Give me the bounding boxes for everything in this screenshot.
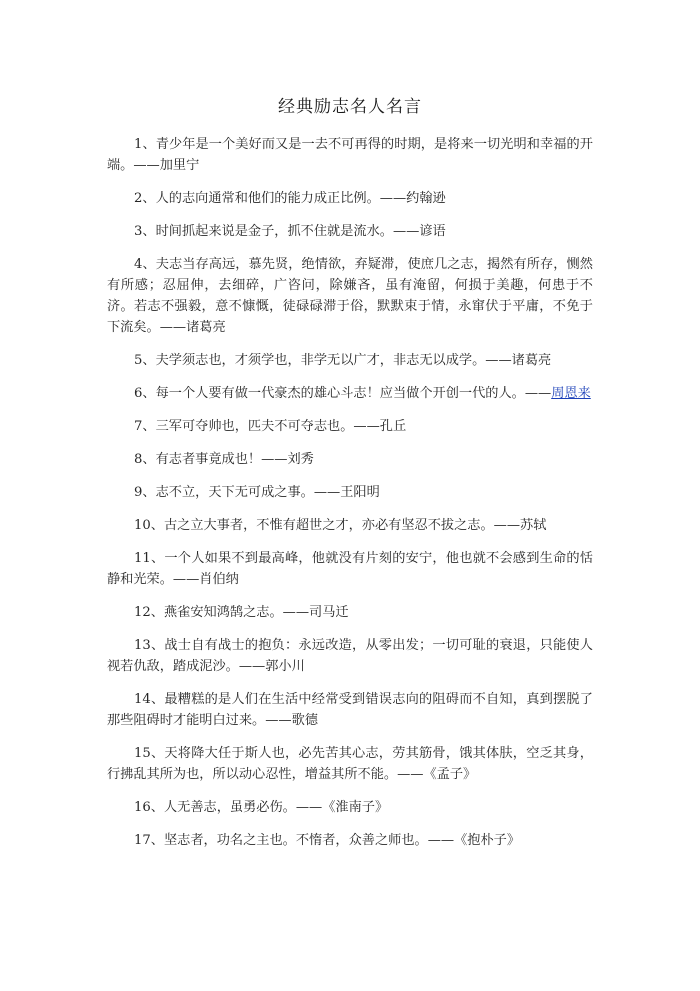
quote-text: 7、三军可夺帅也，匹夫不可夺志也。——孔丘 — [134, 419, 407, 434]
quote-list — [107, 134, 593, 863]
quote-item — [107, 743, 593, 785]
quote-text: 11、一个人如果不到最高峰，他就没有片刻的安宁，他也就不会感到生命的恬静和光荣。——肖伯纳 — [107, 551, 593, 587]
quote-item — [107, 134, 593, 176]
quote-item — [107, 515, 593, 536]
quote-text: 5、夫学须志也，才须学也，非学无以广才，非志无以成学。——诸葛亮 — [134, 353, 552, 368]
quote-item — [107, 482, 593, 503]
quote-text: 4、夫志当存高远，慕先贤，绝情欲，弃疑滞，使庶几之志，揭然有所存，恻然有所感；忍屈伸，去细碎，广咨问，除嫌吝，虽有淹留，何损于美趣，何患于不济。若志不强毅，意不慷慨，徒碌碌滞于俗，默默束于情，永窜伏于平庸，不免于下流矣。——诸葛亮 — [107, 257, 593, 335]
quote-item — [107, 449, 593, 470]
quote-text: 9、志不立，天下无可成之事。——王阳明 — [134, 485, 380, 500]
page-title: 经典励志名人名言 — [278, 97, 422, 117]
quote-text: 12、燕雀安知鸿鹄之志。——司马迁 — [134, 605, 349, 620]
quote-text: 17、坚志者，功名之主也。不惰者，众善之师也。——《抱朴子》 — [134, 833, 521, 848]
quote-text: 6、每一个人要有做一代豪杰的雄心斗志！应当做个开创一代的人。—— — [134, 386, 552, 401]
quote-item — [107, 689, 593, 731]
quote-item — [107, 797, 593, 818]
quote-item — [107, 383, 593, 404]
quote-item — [107, 548, 593, 590]
quote-item — [107, 635, 593, 677]
quote-item — [107, 350, 593, 371]
quote-text: 8、有志者事竟成也！——刘秀 — [134, 452, 314, 467]
quote-text: 2、人的志向通常和他们的能力成正比例。——约翰逊 — [134, 191, 446, 206]
quote-item — [107, 221, 593, 242]
quote-text: 13、战士自有战士的抱负：永远改造，从零出发；一切可耻的衰退，只能使人视若仇敌，踏成泥沙。——郭小川 — [107, 638, 593, 674]
quote-item — [107, 602, 593, 623]
quote-item — [107, 254, 593, 338]
quote-text: 1、青少年是一个美好而又是一去不可再得的时期，是将来一切光明和幸福的开端。——加里宁 — [107, 137, 593, 173]
quote-text: 10、古之立大事者，不惟有超世之才，亦必有坚忍不拔之志。——苏轼 — [134, 518, 547, 533]
quote-item — [107, 188, 593, 209]
quote-item — [107, 830, 593, 851]
author-link[interactable]: 周恩来 — [551, 386, 591, 401]
quote-text: 3、时间抓起来说是金子，抓不住就是流水。——谚语 — [134, 224, 446, 239]
quote-item — [107, 416, 593, 437]
quote-text: 16、人无善志，虽勇必伤。——《淮南子》 — [134, 800, 389, 815]
quote-text: 14、最糟糕的是人们在生活中经常受到错误志向的阻碍而不自知，真到摆脱了那些阻碍时才能明白过来。——歌德 — [107, 692, 593, 728]
quote-text: 15、天将降大任于斯人也，必先苦其心志，劳其筋骨，饿其体肤，空乏其身，行拂乱其所为也，所以动心忍性，增益其所不能。——《孟子》 — [107, 746, 593, 782]
